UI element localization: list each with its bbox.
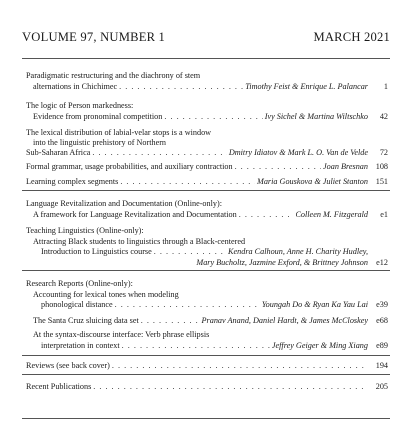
leader-dots	[141, 316, 200, 326]
toc-title: Learning complex segments	[26, 177, 119, 186]
leader-dots	[235, 162, 321, 172]
section-heading: Research Reports (Online-only):	[26, 279, 133, 288]
toc-title: Evidence from pronominal competition	[33, 112, 163, 121]
toc-title: Paradigmatic restructuring and the diachrony of stem	[26, 71, 201, 80]
section-heading: Teaching Linguistics (Online-only):	[26, 226, 144, 235]
header-divider	[22, 58, 390, 59]
leader-dots	[93, 382, 366, 392]
toc-page: 42	[379, 112, 388, 121]
toc-title: Sub-Saharan Africa	[26, 148, 91, 157]
section-divider	[22, 270, 390, 271]
toc-page: 1	[383, 82, 388, 91]
toc-authors: Dmitry Idiatov & Mark L. O. Van de Velde	[228, 148, 368, 157]
toc-entry-anand[interactable]	[33, 316, 388, 326]
toc-page: 194	[375, 361, 388, 370]
toc-authors: Jeffrey Geiger & Ming Xiang	[271, 341, 368, 350]
toc-title: The lexical distribution of labial-velar stops is a window	[26, 128, 212, 137]
section-divider	[22, 190, 390, 191]
toc-authors: Youngah Do & Ryan Ka Yau Lai	[261, 300, 368, 309]
toc-title: interpretation in context	[41, 341, 120, 350]
issue-date: MARCH 2021	[313, 30, 390, 44]
section-divider	[22, 374, 390, 375]
toc-entry-bresnan[interactable]	[26, 162, 388, 172]
toc-authors: Maria Gouskova & Juliet Stanton	[257, 177, 368, 186]
toc-title: Attracting Black students to linguistics through a Black-centered	[33, 237, 246, 246]
toc-title: Introduction to Linguistics course	[41, 247, 152, 256]
toc-authors: Timothy Feist & Enrique L. Palancar	[245, 82, 368, 91]
toc-page: 108	[375, 162, 388, 171]
toc-page: 205	[375, 382, 388, 391]
leader-dots	[120, 177, 255, 187]
toc-title: The logic of Person markedness:	[26, 101, 134, 110]
toc-title: Formal grammar, usage probabilities, and auxiliary contraction	[26, 162, 233, 171]
toc-entry-recent-publications[interactable]	[26, 382, 388, 392]
toc-page: 72	[379, 148, 388, 157]
toc-authors: Kendra Calhoun, Anne H. Charity Hudley,	[228, 247, 368, 256]
toc-title: Accounting for lexical tones when modeling	[33, 290, 179, 299]
footer-divider	[22, 418, 390, 419]
toc-authors-continued	[26, 258, 388, 268]
toc-page: e89	[376, 341, 388, 350]
toc-title: The Santa Cruz sluicing data set	[33, 316, 139, 325]
leader-dots	[119, 82, 243, 92]
toc-entry-do[interactable]	[33, 300, 388, 310]
toc-page: 151	[375, 177, 388, 186]
toc-authors: Pranav Anand, Daniel Hardt, & James McCloskey	[201, 316, 368, 325]
journal-header	[22, 30, 390, 45]
leader-dots	[112, 361, 366, 371]
toc-entry-sichel[interactable]	[33, 112, 388, 122]
toc-authors: Ivy Sichel & Martina Wiltschko	[264, 112, 368, 121]
toc-authors: Joan Bresnan	[323, 162, 368, 171]
toc-page: e12	[376, 258, 388, 267]
toc-entry-reviews[interactable]	[26, 361, 388, 371]
toc-authors: Colleen M. Fitzgerald	[295, 210, 368, 219]
volume-number: VOLUME 97, NUMBER 1	[22, 30, 166, 44]
toc-title: phonological distance	[41, 300, 113, 309]
toc-page: e1	[380, 210, 388, 219]
toc-entry-fitzgerald[interactable]	[33, 210, 388, 220]
toc-authors: Mary Bucholtz, Jazmine Exford, & Brittney Johnson	[196, 258, 368, 267]
section-heading: Language Revitalization and Documentation (Online-only):	[26, 199, 222, 208]
leader-dots	[115, 300, 260, 310]
toc-entry-geiger[interactable]	[33, 341, 388, 351]
toc-title: into the linguistic prehistory of Northern	[33, 138, 167, 147]
leader-dots	[92, 148, 226, 158]
toc-title: At the syntax-discourse interface: Verb phrase ellipsis	[33, 330, 210, 339]
leader-dots	[154, 247, 226, 257]
toc-page: e39	[376, 300, 388, 309]
toc-title: Reviews (see back cover)	[26, 361, 110, 370]
toc-title: alternations in Chichimec	[33, 82, 118, 91]
toc-title: A framework for Language Revitalization and Documentation	[33, 210, 237, 219]
toc-entry-calhoun[interactable]	[33, 247, 388, 257]
leader-dots	[122, 341, 270, 351]
toc-entry-gouskova[interactable]	[26, 177, 388, 187]
section-divider	[22, 355, 390, 356]
toc-entry-feist[interactable]	[33, 82, 388, 92]
leader-dots	[164, 112, 262, 122]
leader-dots	[239, 210, 294, 220]
toc-title: Recent Publications	[26, 382, 92, 391]
toc-page: e68	[376, 316, 388, 325]
toc-entry-idiatov[interactable]	[26, 148, 388, 158]
